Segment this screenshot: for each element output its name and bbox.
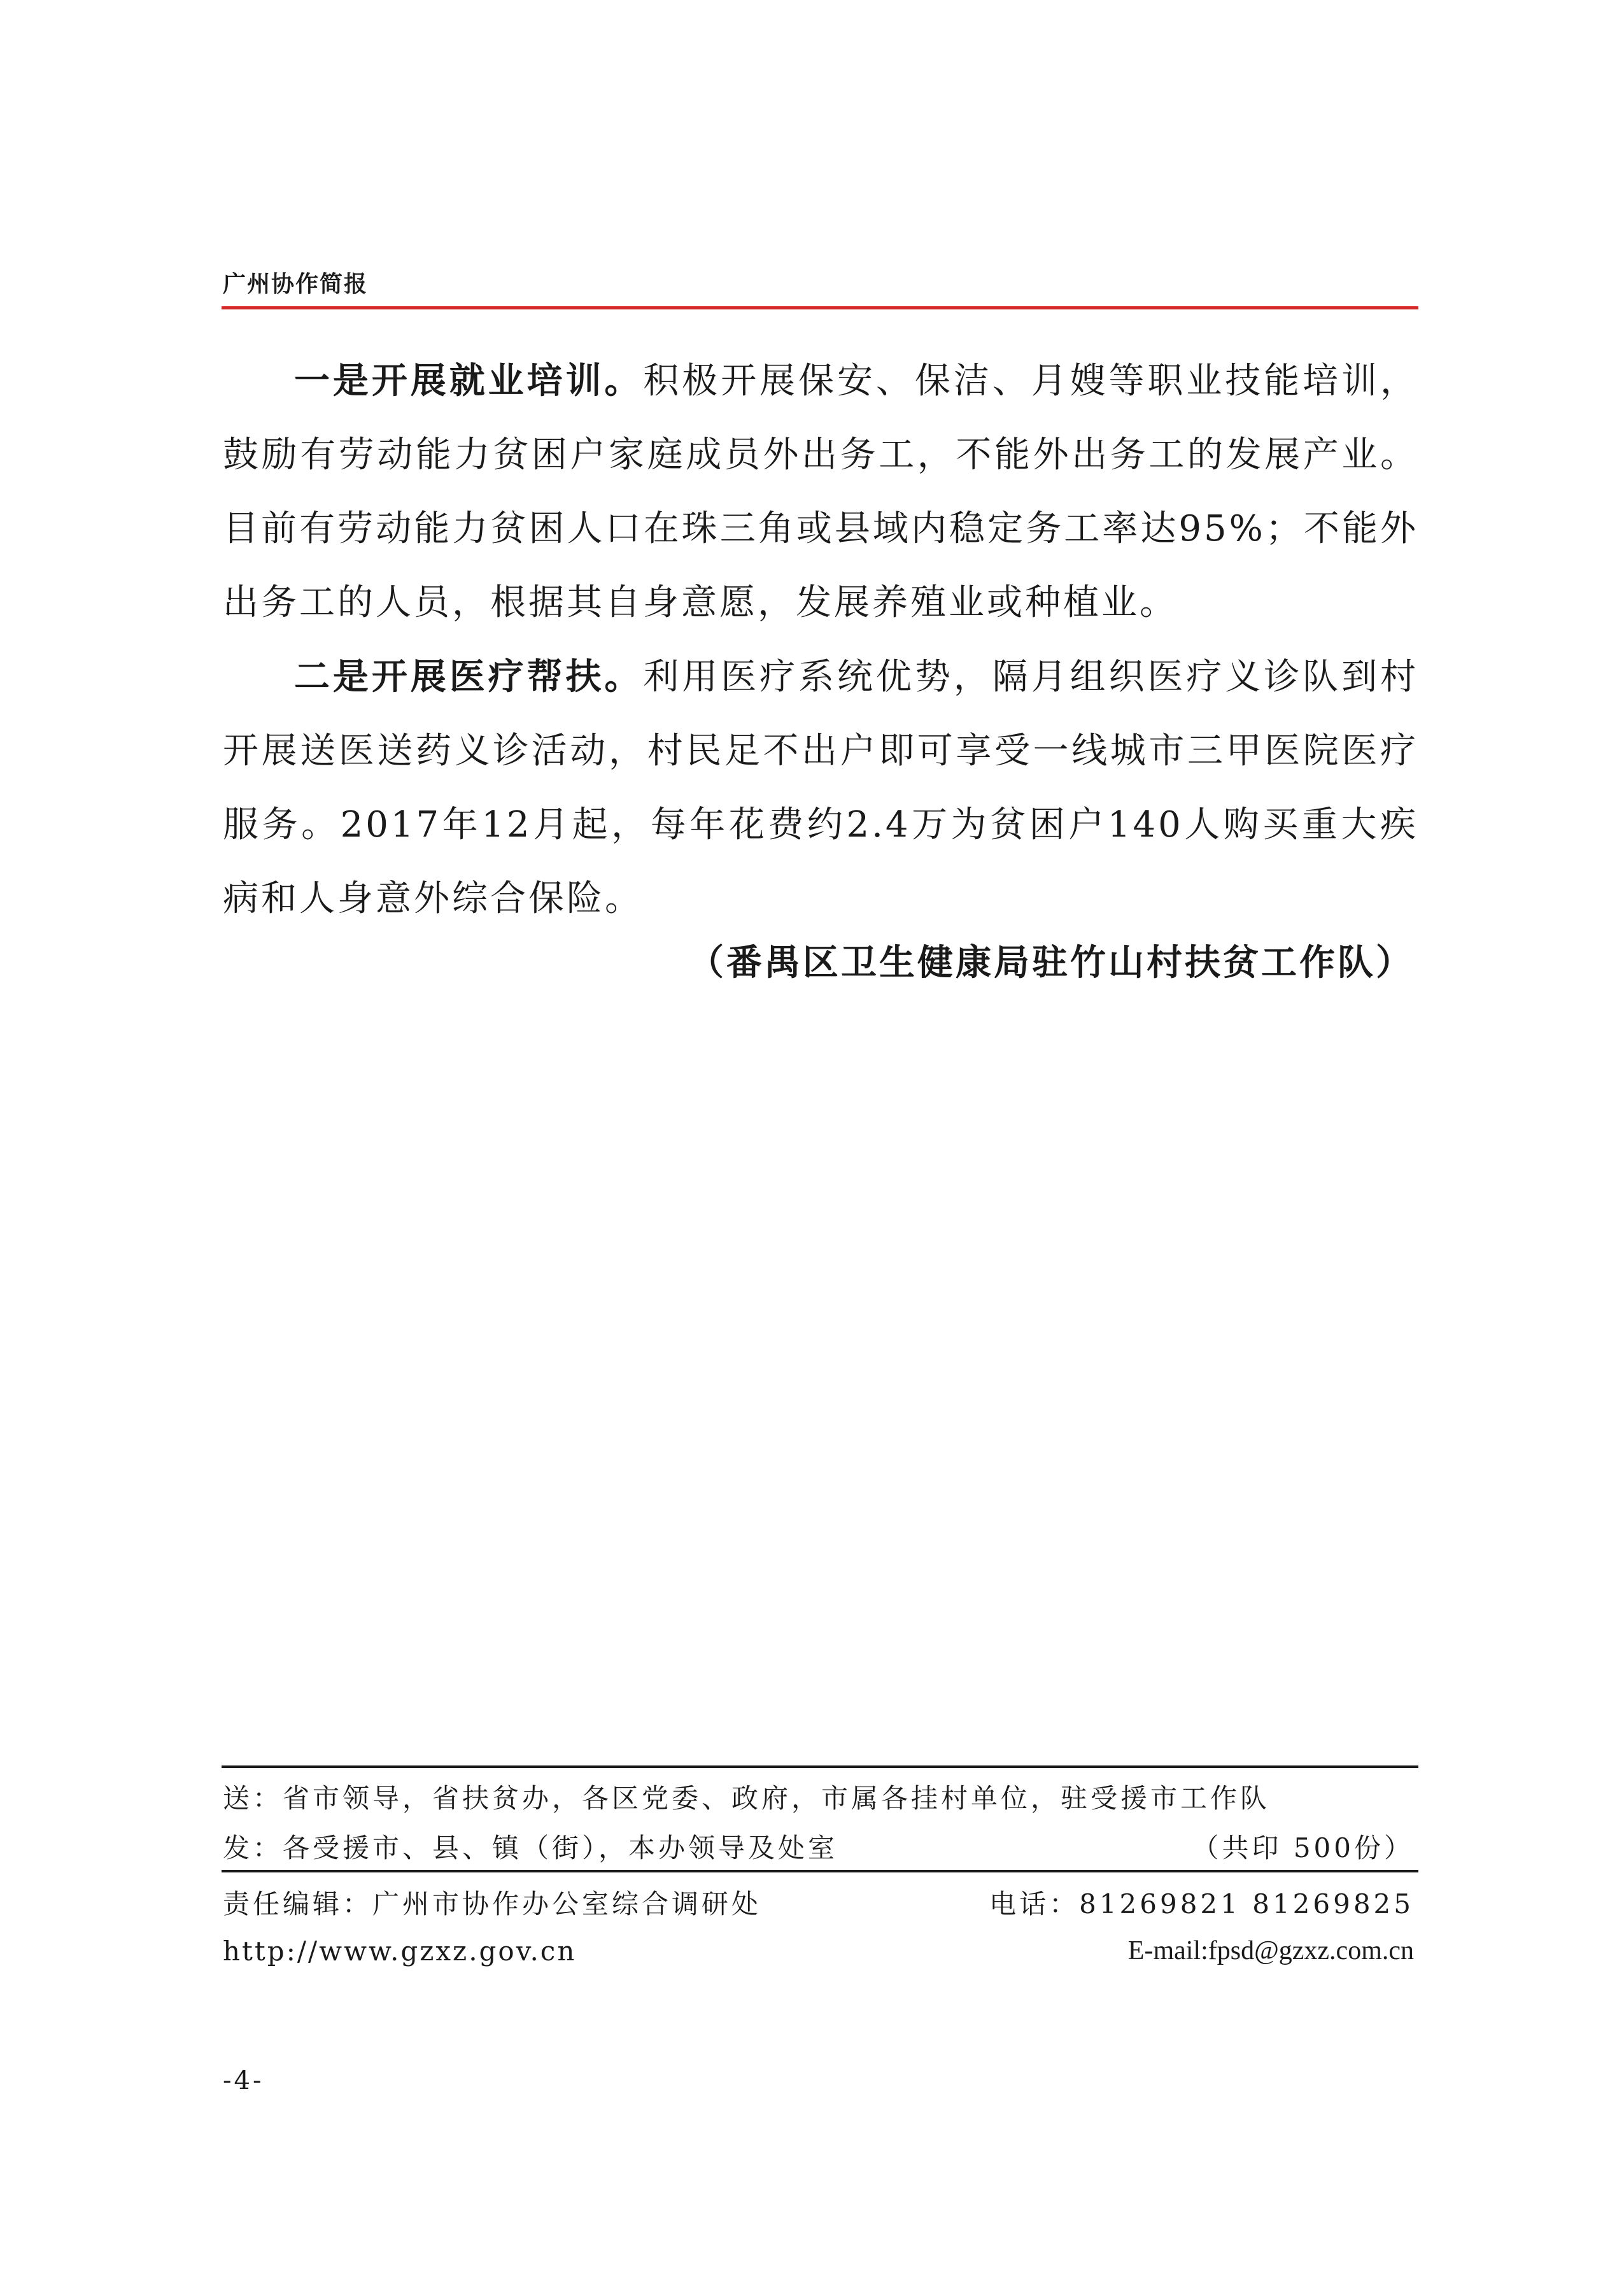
contact-email[interactable]: E-mail:fpsd@gzxz.com.cn [1127,1936,1414,1965]
paragraph-lead: 二是开展医疗帮扶。 [294,656,644,698]
print-copies: （共印 500份） [1192,1832,1414,1864]
contact-phone: 电话：81269821 81269825 [989,1888,1414,1920]
article-body [223,344,1418,936]
paragraph-text: 积极开展保安、保洁、月嫂等职业技能培训，鼓励有劳动能力贫困户家庭成员外出务工，不能外出务工的发展产业。目前有劳动能力贫困人口在珠三角或县域内稳定务工率达95%；不能外出务工的人员，根据其自身意愿，发展养殖业或种植业。 [223,360,1419,623]
send-to-line: 送：省市领导，省扶贫办，各区党委、政府，市属各挂村单位，驻受援市工作队 [223,1783,1271,1814]
article-signature: （番禺区卫生健康局驻竹山村扶贫工作队） [688,942,1414,984]
website-url[interactable]: http://www.gzxz.gov.cn [223,1935,577,1967]
newsletter-title: 广州协作简报 [223,271,369,297]
header-divider [222,306,1418,309]
paragraph-employment-training [223,344,1418,640]
paragraph-medical-assistance [223,640,1418,936]
footer-divider-middle [222,1870,1418,1872]
responsible-editor: 责任编辑：广州市协作办公室综合调研处 [223,1888,762,1920]
distribute-to-line: 发：各受援市、县、镇（街），本办领导及处室 [223,1832,838,1864]
page-number: -4- [223,2066,264,2095]
footer-divider-top [222,1765,1418,1768]
paragraph-lead: 一是开展就业培训。 [294,360,644,402]
paragraph-text: 利用医疗系统优势，隔月组织医疗义诊队到村开展送医送药义诊活动，村民足不出户即可享受一线城市三甲医院医疗服务。2017年12月起，每年花费约2.4万为贫困户140人购买重大疾病和人身意外综合保险。 [223,656,1419,919]
